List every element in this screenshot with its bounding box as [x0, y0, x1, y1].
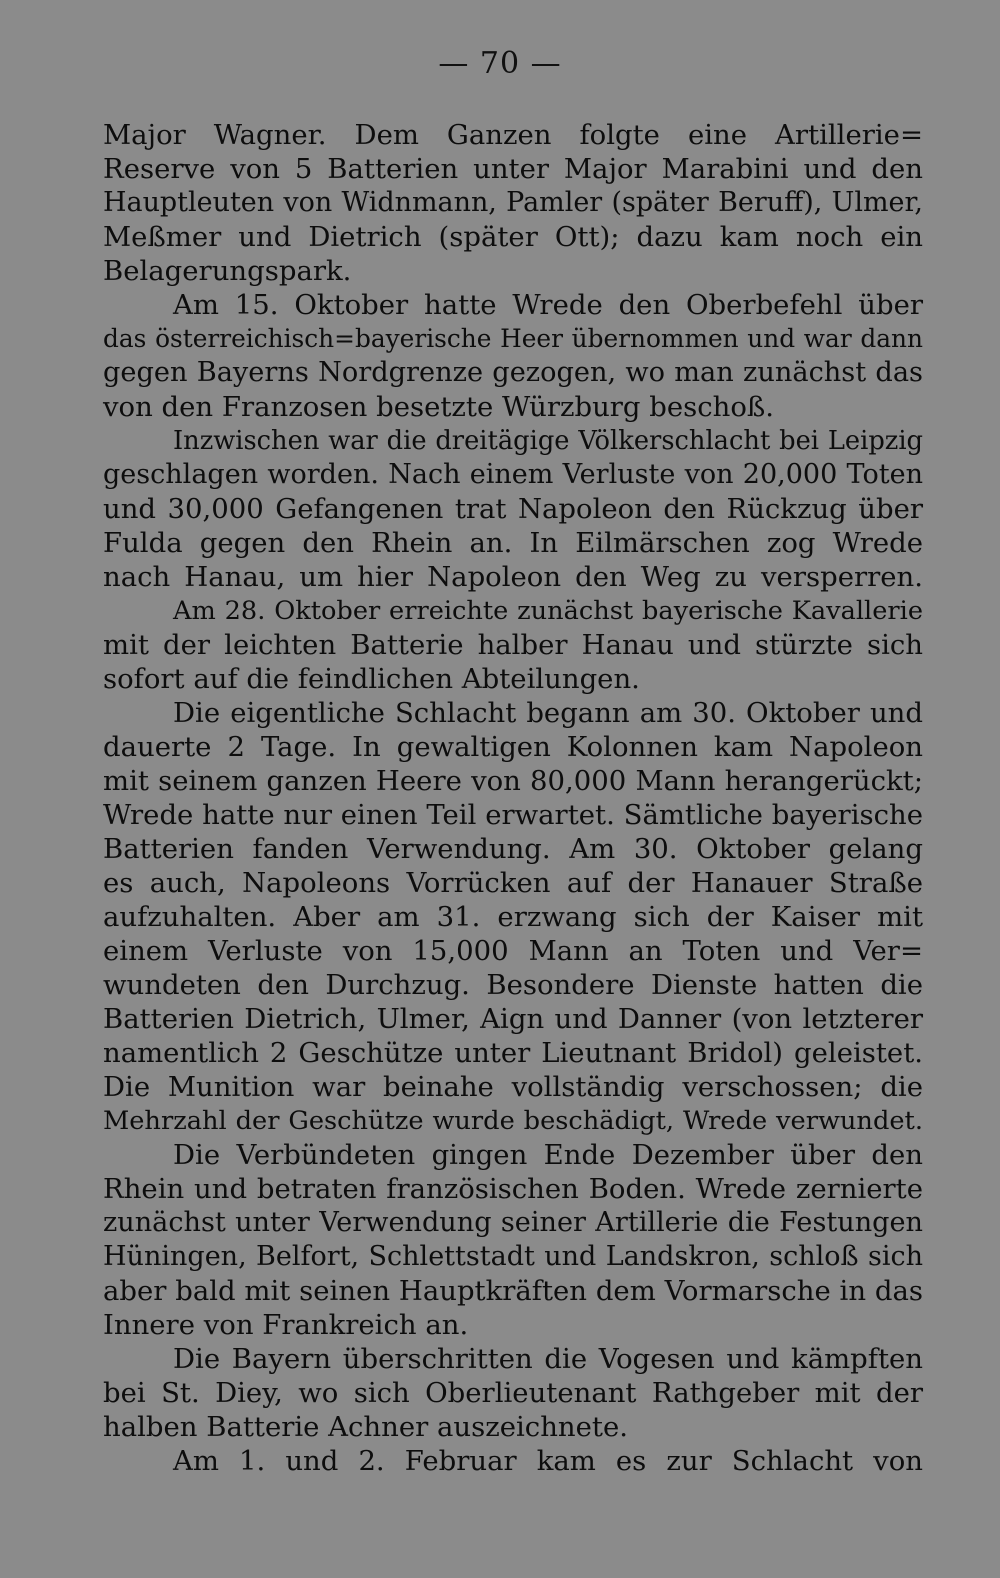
text-line: Am 28. Oktober erreichte zunächst bayerische Kavallerie	[173, 596, 923, 626]
text-line: bei St. Diey, wo sich Oberlieutenant Rathgeber mit der	[103, 1377, 923, 1409]
text-line: Major Wagner. Dem Ganzen folgte eine Artillerie=	[103, 119, 923, 151]
text-line: sofort auf die feindlichen Abteilungen.	[103, 663, 640, 695]
text-line: mit der leichten Batterie halber Hanau und stürzte sich	[103, 629, 923, 661]
page-number: — 70 —	[438, 46, 562, 81]
text-line: Die Munition war beinahe vollständig verschossen; die	[103, 1071, 923, 1103]
text-line: Mehrzahl der Geschütze wurde beschädigt, Wrede verwundet.	[103, 1106, 923, 1136]
text-line: Wrede hatte nur einen Teil erwartet. Sämtliche bayerische	[103, 799, 923, 831]
text-line: es auch, Napoleons Vorrücken auf der Hanauer Straße	[103, 867, 923, 899]
text-line: aufzuhalten. Aber am 31. erzwang sich der Kaiser mit	[103, 901, 923, 933]
text-line: Meßmer und Dietrich (später Ott); dazu kam noch ein	[103, 221, 923, 253]
text-line: geschlagen worden. Nach einem Verluste von 20,000 Toten	[103, 459, 923, 490]
text-line: dauerte 2 Tage. In gewaltigen Kolonnen kam Napoleon	[103, 731, 923, 763]
text-line: Reserve von 5 Batterien unter Major Marabini und den	[103, 153, 923, 185]
text-line: wundeten den Durchzug. Besondere Dienste hatten die	[103, 969, 923, 1001]
text-line: Fulda gegen den Rhein an. In Eilmärschen zog Wrede	[103, 527, 923, 559]
text-line: und 30,000 Gefangenen trat Napoleon den Rückzug über	[103, 493, 923, 525]
text-line: einem Verluste von 15,000 Mann an Toten und Ver=	[103, 935, 923, 967]
text-line: Die eigentliche Schlacht begann am 30. Oktober und	[173, 697, 923, 729]
text-line: das österreichisch=bayerische Heer übernommen und war dann	[103, 324, 923, 353]
text-line: Die Verbündeten gingen Ende Dezember über den	[173, 1139, 923, 1171]
body-text	[103, 118, 923, 1478]
text-line: halben Batterie Achner auszeichnete.	[103, 1411, 628, 1443]
text-line: Die Bayern überschritten die Vogesen und kämpften	[173, 1343, 923, 1375]
text-line: gegen Bayerns Nordgrenze gezogen, wo man zunächst das	[103, 357, 923, 388]
text-line: zunächst unter Verwendung seiner Artillerie die Festungen	[103, 1207, 923, 1238]
text-line: nach Hanau, um hier Napoleon den Weg zu versperren.	[103, 561, 923, 593]
text-line: Hauptleuten von Widnmann, Pamler (später Beruff), Ulmer,	[103, 187, 923, 218]
text-line: Rhein und betraten französischen Boden. Wrede zernierte	[103, 1173, 923, 1205]
text-line: aber bald mit seinen Hauptkräften dem Vormarsche in das	[103, 1275, 923, 1307]
text-line: Belagerungspark.	[103, 255, 352, 287]
text-line: namentlich 2 Geschütze unter Lieutnant Bridol) geleistet.	[103, 1037, 923, 1069]
text-line: Am 15. Oktober hatte Wrede den Oberbefehl über	[173, 289, 923, 321]
text-line: mit seinem ganzen Heere von 80,000 Mann herangerückt;	[103, 765, 923, 797]
text-line: Am 1. und 2. Februar kam es zur Schlacht von	[173, 1445, 923, 1477]
text-line: Batterien fanden Verwendung. Am 30. Oktober gelang	[103, 833, 923, 865]
text-line: Inzwischen war die dreitägige Völkerschlacht bei Leipzig	[173, 426, 923, 456]
text-line: Innere von Frankreich an.	[103, 1309, 469, 1341]
text-line: Batterien Dietrich, Ulmer, Aign und Danner (von letzterer	[103, 1003, 923, 1035]
text-line: von den Franzosen besetzte Würzburg beschoß.	[103, 391, 775, 423]
text-line: Hüningen, Belfort, Schlettstadt und Landskron, schloß sich	[103, 1241, 923, 1272]
